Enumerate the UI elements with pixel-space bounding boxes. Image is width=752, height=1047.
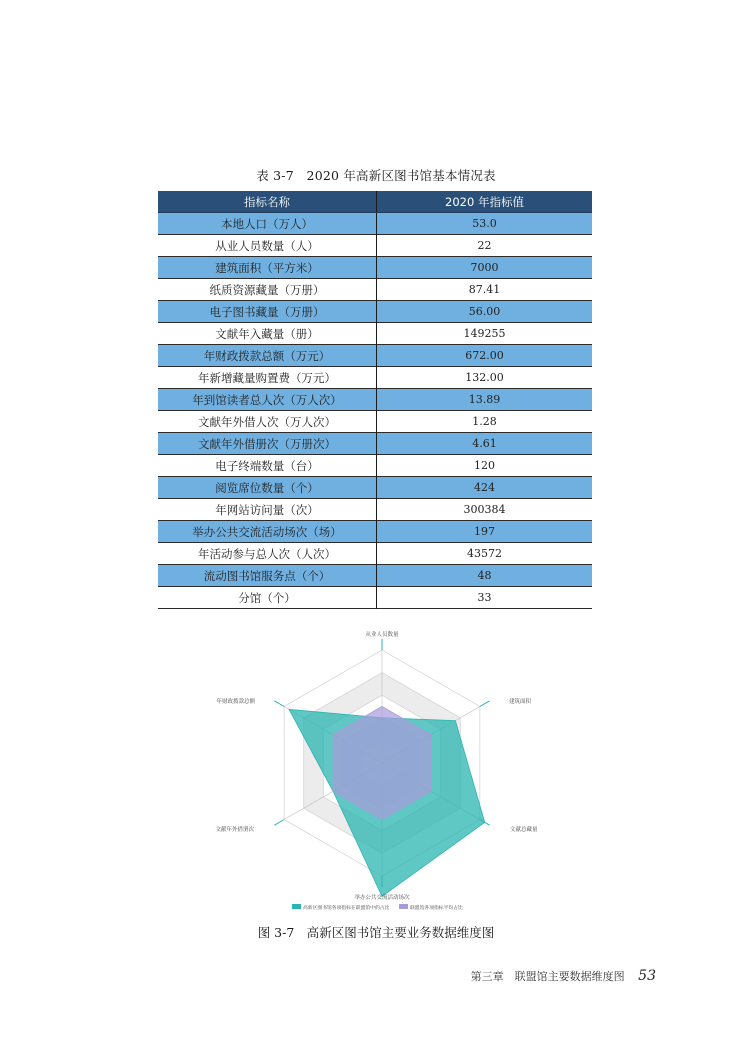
indicator-value-cell: 33: [377, 587, 593, 609]
indicator-value-cell: 13.89: [377, 389, 593, 411]
indicator-value-cell: 300384: [377, 499, 593, 521]
table-row: [158, 235, 592, 257]
legend-label-average: 联盟馆各项指标平均占比: [410, 906, 463, 911]
table-row: [158, 455, 592, 477]
table-row: [158, 433, 592, 455]
legend-swatch-average: [399, 904, 408, 909]
indicator-value-cell: 197: [377, 521, 593, 543]
indicator-value-cell: 120: [377, 455, 593, 477]
indicator-value-cell: 149255: [377, 323, 593, 345]
table-row: [158, 477, 592, 499]
indicator-value-cell: 48: [377, 565, 593, 587]
indicator-name-cell: 分馆（个）: [158, 587, 377, 609]
radar-axis-tick: [274, 820, 284, 826]
indicator-name-cell: 阅览席位数量（个）: [158, 477, 377, 499]
table-row: [158, 345, 592, 367]
legend-swatch-gaoxin: [292, 904, 301, 909]
indicator-name-cell: 年到馆读者总人次（万人次）: [158, 389, 377, 411]
radar-axis-label: 年财政拨款总额: [216, 699, 255, 705]
page-footer: [471, 968, 656, 984]
table-row: [158, 411, 592, 433]
indicator-name-cell: 电子终端数量（台）: [158, 455, 377, 477]
indicator-name-cell: 举办公共交流活动场次（场）: [158, 521, 377, 543]
radar-axis-tick: [480, 701, 490, 707]
indicator-name-cell: 文献年外借人次（万人次）: [158, 411, 377, 433]
indicator-name-cell: 年财政拨款总额（万元）: [158, 345, 377, 367]
table-row: [158, 257, 592, 279]
header-indicator-name: 指标名称: [158, 191, 377, 213]
page-number: 53: [638, 968, 656, 984]
footer-chapter: 第三章 联盟馆主要数据维度图: [470, 970, 625, 983]
legend-label-gaoxin: 高新区图书馆各项指标在联盟馆中的占比: [303, 906, 390, 911]
table-header-row: [158, 191, 592, 213]
indicator-name-cell: 从业人员数量（人）: [158, 235, 377, 257]
indicator-name-cell: 建筑面积（平方米）: [158, 257, 377, 279]
data-table: [158, 191, 592, 609]
table-caption: 表 3-7 2020 年高新区图书馆基本情况表: [256, 168, 496, 183]
indicator-value-cell: 43572: [377, 543, 593, 565]
indicator-value-cell: 132.00: [377, 367, 593, 389]
indicator-name-cell: 年网站访问量（次）: [158, 499, 377, 521]
radar-axis-label: 文献总藏量: [510, 827, 538, 833]
figure-caption: 图 3-7 高新区图书馆主要业务数据维度图: [257, 925, 495, 940]
radar-axis-label: 举办公共交流活动场次: [354, 895, 410, 901]
table-row: [158, 543, 592, 565]
indicator-name-cell: 文献年入藏量（册）: [158, 323, 377, 345]
table-row: [158, 499, 592, 521]
radar-chart: [215, 626, 538, 916]
table-row: [158, 587, 592, 609]
table-row: [158, 301, 592, 323]
table-row: [158, 389, 592, 411]
indicator-name-cell: 本地人口（万人）: [158, 213, 377, 235]
indicator-value-cell: 87.41: [377, 279, 593, 301]
table-row: [158, 279, 592, 301]
indicator-name-cell: 年新增藏量购置费（万元）: [158, 367, 377, 389]
table-row: [158, 521, 592, 543]
radar-axis-tick: [274, 701, 284, 707]
indicator-value-cell: 4.61: [377, 433, 593, 455]
indicator-name-cell: 纸质资源藏量（万册）: [158, 279, 377, 301]
indicator-value-cell: 7000: [377, 257, 593, 279]
indicator-value-cell: 22: [377, 235, 593, 257]
header-indicator-value: 2020 年指标值: [377, 191, 593, 213]
indicator-value-cell: 53.0: [377, 213, 593, 235]
indicator-name-cell: 流动图书馆服务点（个）: [158, 565, 377, 587]
indicator-value-cell: 424: [377, 477, 593, 499]
radar-svg: [215, 626, 538, 916]
indicator-value-cell: 1.28: [377, 411, 593, 433]
radar-axis-label: 文献年外借册次: [215, 827, 254, 833]
indicator-value-cell: 672.00: [377, 345, 593, 367]
table-row: [158, 565, 592, 587]
indicator-name-cell: 文献年外借册次（万册次）: [158, 433, 377, 455]
table-row: [158, 367, 592, 389]
radar-axis-label: 建筑面积: [509, 699, 532, 705]
indicator-name-cell: 电子图书藏量（万册）: [158, 301, 377, 323]
radar-axis-label: 从业人员数量: [365, 632, 399, 638]
table-row: [158, 213, 592, 235]
table-row: [158, 323, 592, 345]
table-body: [158, 213, 592, 609]
indicator-value-cell: 56.00: [377, 301, 593, 323]
indicator-name-cell: 年活动参与总人次（人次）: [158, 543, 377, 565]
